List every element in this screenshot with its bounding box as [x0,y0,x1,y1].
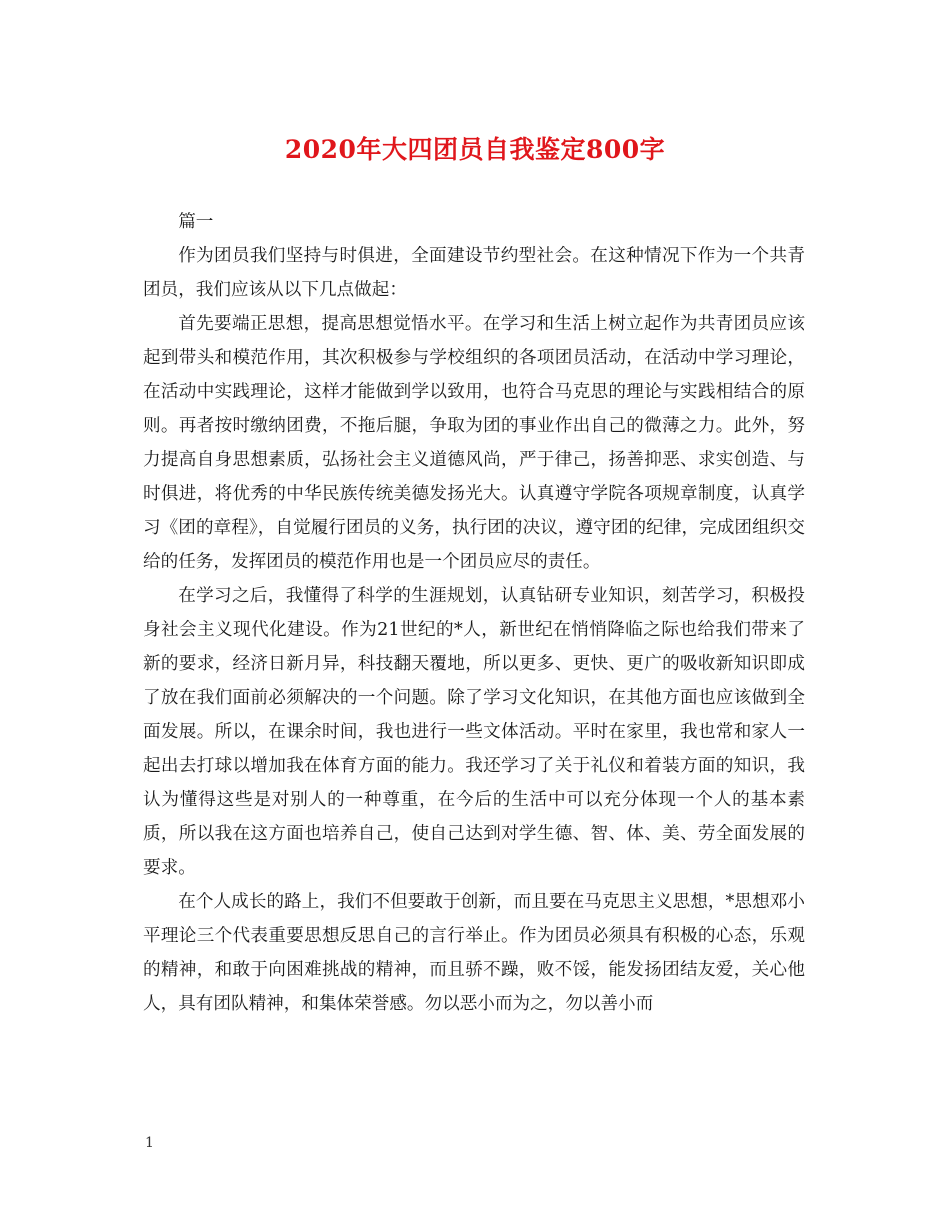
document-title: 2020年大四团员自我鉴定800字 [284,135,666,164]
paragraph-1: 作为团员我们坚持与时俱进，全面建设节约型社会。在这种情况下作为一个共青团员，我们应该从以下几点做起： [143,246,805,300]
document-body [143,205,805,1021]
page-number: 1 [145,1135,154,1151]
paragraph-4: 在个人成长的路上，我们不但要敢于创新，而且要在马克思主义思想，*思想邓小平理论三个代表重要思想反思自己的言行举止。作为团员必须具有积极的心态，乐观的精神，和敢于向困难挑战的精神，而且骄不躁，败不馁，能发扬团结友爱，关心他人，具有团队精神，和集体荣誉感。勿以恶小而为之，勿以善小而 [143,892,805,1014]
section-label: 篇一 [178,212,214,232]
paragraph-3: 在学习之后，我懂得了科学的生涯规划，认真钻研专业知识，刻苦学习，积极投身社会主义现代化建设。作为21世纪的*人，新世纪在悄悄降临之际也给我们带来了新的要求，经济日新月异，科技翻天覆地，所以更多、更快、更广的吸收新知识即成了放在我们面前必须解决的一个问题。除了学习文化知识，在其他方面也应该做到全面发展。所以，在课余时间，我也进行一些文体活动。平时在家里，我也常和家人一起出去打球以增加我在体育方面的能力。我还学习了关于礼仪和着装方面的知识，我认为懂得这些是对别人的一种尊重，在今后的生活中可以充分体现一个人的基本素质，所以我在这方面也培养自己，使自己达到对学生德、智、体、美、劳全面发展的要求。 [143,586,805,878]
paragraph-2: 首先要端正思想，提高思想觉悟水平。在学习和生活上树立起作为共青团员应该起到带头和模范作用，其次积极参与学校组织的各项团员活动，在活动中学习理论，在活动中实践理论，这样才能做到学以致用，也符合马克思的理论与实践相结合的原则。再者按时缴纳团费，不拖后腿，争取为团的事业作出自己的微薄之力。此外，努力提高自身思想素质，弘扬社会主义道德风尚，严于律己，扬善抑恶、求实创造、与时俱进，将优秀的中华民族传统美德发扬光大。认真遵守学院各项规章制度，认真学习《团的章程》，自觉履行团员的义务，执行团的决议，遵守团的纪律，完成团组织交给的任务，发挥团员的模范作用也是一个团员应尽的责任。 [143,314,805,572]
